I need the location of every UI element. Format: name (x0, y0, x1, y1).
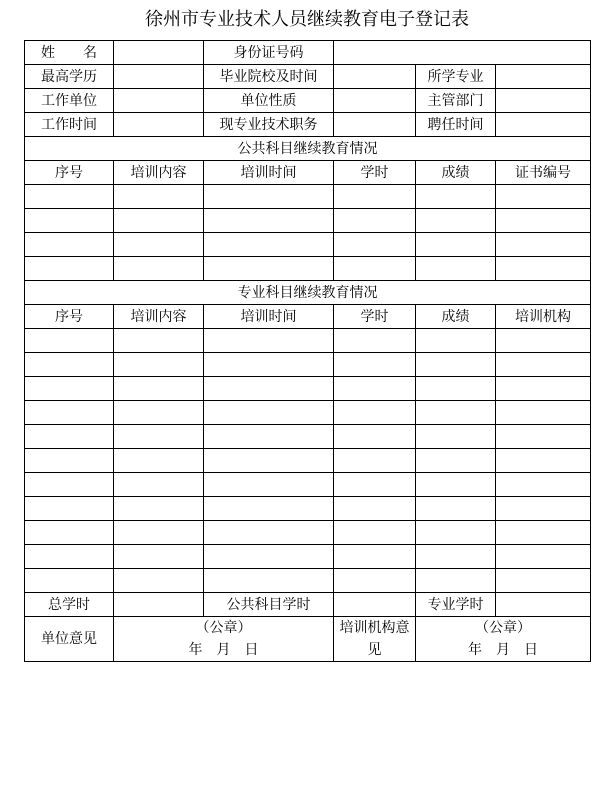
opinions-row (25, 617, 591, 662)
row-workplace (25, 89, 591, 113)
workplace-field[interactable] (114, 89, 204, 113)
table-cell[interactable] (416, 497, 496, 521)
table-cell[interactable] (496, 569, 591, 593)
table-cell[interactable] (416, 401, 496, 425)
table-cell[interactable] (496, 545, 591, 569)
table-cell[interactable] (114, 257, 204, 281)
position-label: 现专业技术职务 (204, 113, 334, 137)
table-cell[interactable] (334, 449, 416, 473)
table-cell[interactable] (25, 569, 114, 593)
table-cell[interactable] (334, 329, 416, 353)
table-cell[interactable] (334, 377, 416, 401)
table-cell[interactable] (114, 233, 204, 257)
professional-table-row (25, 473, 591, 497)
professional-table-row (25, 449, 591, 473)
major-field[interactable] (496, 65, 591, 89)
table-cell[interactable] (25, 329, 114, 353)
major-label: 所学专业 (416, 65, 496, 89)
table-cell[interactable] (416, 377, 496, 401)
column-header: 证书编号 (496, 161, 591, 185)
unit-opinion-label: 单位意见 (25, 617, 114, 662)
table-cell[interactable] (416, 545, 496, 569)
table-cell[interactable] (25, 257, 114, 281)
education-field[interactable] (114, 65, 204, 89)
table-cell[interactable] (25, 353, 114, 377)
table-cell[interactable] (114, 377, 204, 401)
table-cell[interactable] (25, 425, 114, 449)
institution-opinion-field[interactable] (416, 617, 591, 662)
column-header: 成绩 (416, 305, 496, 329)
table-cell[interactable] (204, 521, 334, 545)
table-cell[interactable] (204, 233, 334, 257)
table-cell[interactable] (204, 497, 334, 521)
column-header: 培训机构 (496, 305, 591, 329)
table-cell[interactable] (25, 401, 114, 425)
table-cell[interactable] (204, 377, 334, 401)
table-cell[interactable] (25, 209, 114, 233)
table-cell[interactable] (416, 353, 496, 377)
table-cell[interactable] (496, 449, 591, 473)
table-cell[interactable] (334, 521, 416, 545)
unit-nature-field[interactable] (334, 89, 416, 113)
department-field[interactable] (496, 89, 591, 113)
column-header: 培训内容 (114, 305, 204, 329)
table-cell[interactable] (204, 257, 334, 281)
table-cell[interactable] (25, 377, 114, 401)
total-hours-field[interactable] (114, 593, 204, 617)
table-cell[interactable] (496, 329, 591, 353)
public-table-row (25, 209, 591, 233)
table-cell[interactable] (416, 449, 496, 473)
table-cell[interactable] (416, 569, 496, 593)
table-cell[interactable] (496, 401, 591, 425)
public-section-heading-row (25, 137, 591, 161)
table-cell[interactable] (204, 353, 334, 377)
table-cell[interactable] (334, 233, 416, 257)
table-cell[interactable] (496, 521, 591, 545)
professional-table-row (25, 401, 591, 425)
table-cell[interactable] (416, 425, 496, 449)
table-cell[interactable] (334, 569, 416, 593)
total-hours-label: 总学时 (25, 593, 114, 617)
table-cell[interactable] (25, 473, 114, 497)
school-field[interactable] (334, 65, 416, 89)
table-cell[interactable] (25, 233, 114, 257)
work-time-field[interactable] (114, 113, 204, 137)
table-cell[interactable] (114, 185, 204, 209)
table-cell[interactable] (204, 185, 334, 209)
table-cell[interactable] (334, 209, 416, 233)
public-table-row (25, 257, 591, 281)
name-label: 姓 名 (25, 41, 114, 65)
column-header: 培训内容 (114, 161, 204, 185)
table-cell[interactable] (334, 257, 416, 281)
workplace-label: 工作单位 (25, 89, 114, 113)
table-cell[interactable] (416, 521, 496, 545)
table-cell[interactable] (416, 209, 496, 233)
table-cell[interactable] (114, 521, 204, 545)
row-work-time (25, 113, 591, 137)
appoint-time-label: 聘任时间 (416, 113, 496, 137)
table-cell[interactable] (25, 497, 114, 521)
institution-opinion-label: 培训机构意见 (339, 620, 410, 658)
table-cell[interactable] (334, 497, 416, 521)
row-name-id (25, 41, 591, 65)
table-cell[interactable] (204, 449, 334, 473)
table-cell[interactable] (25, 185, 114, 209)
table-cell[interactable] (204, 569, 334, 593)
unit-nature-label: 单位性质 (204, 89, 334, 113)
table-cell[interactable] (334, 425, 416, 449)
table-cell[interactable] (114, 401, 204, 425)
education-label: 最高学历 (25, 65, 114, 89)
table-cell[interactable] (496, 425, 591, 449)
professional-table-row (25, 377, 591, 401)
table-cell[interactable] (114, 353, 204, 377)
form-title: 徐州市专业技术人员继续教育电子登记表 (145, 9, 469, 30)
table-cell[interactable] (114, 449, 204, 473)
professional-section-heading: 专业科目继续教育情况 (25, 281, 591, 305)
table-cell[interactable] (334, 473, 416, 497)
table-cell[interactable] (496, 257, 591, 281)
id-number-label: 身份证号码 (204, 41, 334, 65)
table-cell[interactable] (25, 545, 114, 569)
department-label: 主管部门 (416, 89, 496, 113)
table-cell[interactable] (496, 209, 591, 233)
table-cell[interactable] (204, 473, 334, 497)
public-hours-field[interactable] (334, 593, 416, 617)
table-cell[interactable] (416, 185, 496, 209)
institution-date-text: 年 月 日 (468, 642, 538, 658)
table-cell[interactable] (114, 545, 204, 569)
table-cell[interactable] (114, 569, 204, 593)
professional-table-row (25, 521, 591, 545)
row-education (25, 65, 591, 89)
professional-hours-field[interactable] (496, 593, 591, 617)
unit-opinion-field[interactable] (114, 617, 334, 662)
column-header: 成绩 (416, 161, 496, 185)
table-cell[interactable] (496, 473, 591, 497)
column-header: 序号 (25, 161, 114, 185)
table-cell[interactable] (204, 425, 334, 449)
professional-table-row (25, 569, 591, 593)
table-cell[interactable] (496, 497, 591, 521)
table-cell[interactable] (416, 233, 496, 257)
table-cell[interactable] (334, 185, 416, 209)
table-cell[interactable] (416, 329, 496, 353)
registration-form-table (24, 40, 591, 662)
public-section-heading: 公共科目继续教育情况 (25, 137, 591, 161)
appoint-time-field[interactable] (496, 113, 591, 137)
id-number-field[interactable] (334, 41, 591, 65)
name-field[interactable] (114, 41, 204, 65)
public-hours-label: 公共科目学时 (204, 593, 334, 617)
table-cell[interactable] (334, 353, 416, 377)
table-cell[interactable] (416, 257, 496, 281)
table-cell[interactable] (114, 329, 204, 353)
public-table-row (25, 233, 591, 257)
professional-section-header-row (25, 305, 591, 329)
table-cell[interactable] (416, 473, 496, 497)
column-header: 培训时间 (204, 161, 334, 185)
totals-row (25, 593, 591, 617)
unit-date-text: 年 月 日 (188, 642, 259, 658)
table-cell[interactable] (496, 233, 591, 257)
professional-table-row (25, 497, 591, 521)
professional-table-row (25, 425, 591, 449)
work-time-label: 工作时间 (25, 113, 114, 137)
unit-seal-text: （公章） (195, 620, 252, 636)
table-cell[interactable] (204, 401, 334, 425)
table-cell[interactable] (114, 209, 204, 233)
public-table-row (25, 185, 591, 209)
table-cell[interactable] (114, 473, 204, 497)
table-cell[interactable] (25, 449, 114, 473)
table-cell[interactable] (496, 353, 591, 377)
column-header: 培训时间 (204, 305, 334, 329)
table-cell[interactable] (496, 377, 591, 401)
professional-hours-label: 专业学时 (416, 593, 496, 617)
table-cell[interactable] (204, 329, 334, 353)
institution-opinion-label-cell (334, 617, 416, 662)
school-label: 毕业院校及时间 (204, 65, 334, 89)
public-section-header-row (25, 161, 591, 185)
column-header: 学时 (334, 305, 416, 329)
table-cell[interactable] (334, 401, 416, 425)
table-cell[interactable] (114, 497, 204, 521)
table-cell[interactable] (25, 521, 114, 545)
column-header: 学时 (334, 161, 416, 185)
professional-table-row (25, 353, 591, 377)
position-field[interactable] (334, 113, 416, 137)
table-cell[interactable] (204, 209, 334, 233)
institution-seal-text: （公章） (475, 620, 531, 636)
column-header: 序号 (25, 305, 114, 329)
professional-table-row (25, 545, 591, 569)
professional-section-heading-row (25, 281, 591, 305)
table-cell[interactable] (204, 545, 334, 569)
professional-table-row (25, 329, 591, 353)
table-cell[interactable] (334, 545, 416, 569)
table-cell[interactable] (496, 185, 591, 209)
table-cell[interactable] (114, 425, 204, 449)
